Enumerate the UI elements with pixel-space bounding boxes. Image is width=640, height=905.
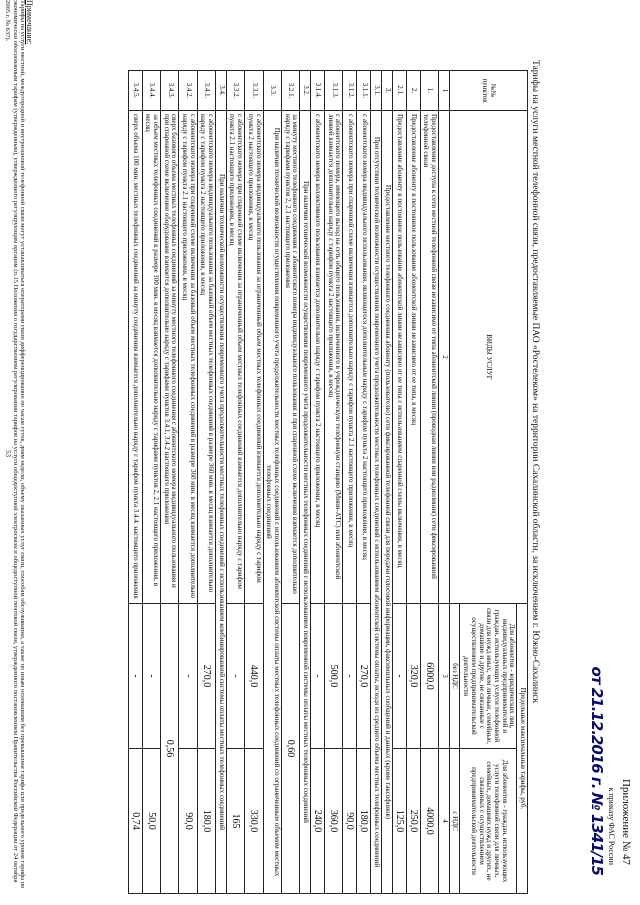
table-row xyxy=(371,71,382,894)
table-row xyxy=(311,71,325,894)
table-row xyxy=(216,71,227,894)
tariff-value-citizens: 90,0 xyxy=(343,749,357,894)
tariff-value-legal: - xyxy=(142,604,160,749)
column-number: 3 xyxy=(439,604,450,749)
table-row xyxy=(357,71,371,894)
table-row xyxy=(263,71,281,894)
row-number: 3.4.3. xyxy=(161,71,179,111)
section-heading: При наличии технической возможности осуществления повременного учета продолжительности местных телефонных соединений с использованием абонентской системы оплаты местных телефонных соединений со ограниченным объемом местных телефонных соединений xyxy=(263,111,281,894)
row-number: 3.1.2. xyxy=(343,71,357,111)
note-text: Тарифы на услуги местной, междугородной и внутризоновой телефонной связи могут устанавливаться операторами связи дифференцированно по часам суток, дням недели, объему оказанных услуг связи, способам обслуживания, а также по иным основаниям без превышения тарифа или предельного уровня тарифа по экономически обоснованным тарифам (утвержденным), утвержденного регулирующим органом (п.15 Положения о государственном регулировании тарифов на услуги общедоступной электросвязи и общедоступной почтовой связи, утвержденного постановлением Правительства Российской Федерации от 24 октября 2005 г. № 637). xyxy=(4,0,26,889)
table-row xyxy=(179,71,197,894)
row-number: 3. xyxy=(382,71,393,111)
section-heading: При наличии технической возможности осуществления повременного учета продолжительности местных телефонных соединений с использованием повременной системы оплаты местных телефонных соединений xyxy=(300,111,311,894)
row-number: 3.1.3. xyxy=(325,71,343,111)
row-number: 3.2. xyxy=(300,71,311,111)
tariff-value-citizens: 0,74 xyxy=(128,749,142,894)
table-row xyxy=(197,71,215,894)
row-number: 2.1. xyxy=(392,71,406,111)
order-reference: к приказу ФАС России xyxy=(607,787,616,865)
table-row xyxy=(406,71,420,894)
tariff-value-citizens: 125,0 xyxy=(392,749,406,894)
tariff-value-legal: - xyxy=(311,604,325,749)
table-row xyxy=(392,71,406,894)
tariff-value-legal: - xyxy=(343,604,357,749)
table-row xyxy=(281,71,299,894)
column-number: 1 xyxy=(439,71,450,111)
row-number: 2. xyxy=(406,71,420,111)
row-number: 3.2.1. xyxy=(281,71,299,111)
table-row xyxy=(142,71,160,894)
tariff-value-citizens: 90,0 xyxy=(179,749,197,894)
row-number: 3.4. xyxy=(216,71,227,111)
note-title: Примечание: xyxy=(25,0,34,45)
table-row xyxy=(343,71,357,894)
row-number: 3.4.5. xyxy=(128,71,142,111)
service-description: с абонентского номера индивидуального пользования за базовый объем местных телефонных соединений в размере 360 мин. в месяц взимается дополнительно наряду с тарифом пункта 2 настоящего приложения, в месяц xyxy=(197,111,215,604)
table-row xyxy=(382,71,393,894)
service-description: с абонентского номера коллективного пользования взимается дополнительно наряду с тарифом пункта 2 настоящего приложения, в месяц xyxy=(311,111,325,604)
row-number: 3.3.2. xyxy=(226,71,244,111)
section-heading: При наличии технической возможности осуществления повременного учета продолжительности местных телефонных соединений с использованием комбинированной системы оплаты местных телефонных соединений xyxy=(216,111,227,894)
row-number: 3.1. xyxy=(371,71,382,111)
service-description: Предоставление доступа к сети местной телефонной связи независимо от типа абонентской линии (проводная линия или радиолиния) сети фиксированной телефонной связи xyxy=(420,111,438,604)
row-number: 3.3.1. xyxy=(245,71,263,111)
tariff-value-citizens: 240,0 xyxy=(311,749,325,894)
service-description: с абонентского номера при спаренной схеме включения за базовый объем местных телефонных соединений в размере 360 мин. в месяц взимается дополнительно наряду с тарифом пункта 2.1 настоящего приложения, в месяц xyxy=(179,111,197,604)
header-tariffs: Предельные максимальные тарифы, руб. xyxy=(517,604,528,894)
row-number: 3.4.2. xyxy=(179,71,197,111)
column-number: 4 xyxy=(439,749,450,894)
column-number: 2 xyxy=(439,111,450,604)
tariff-value-legal: 6000,0 xyxy=(420,604,438,749)
handwritten-order-date: от 21.12.2016 г. № 1341/15 xyxy=(588,666,606,875)
table-row xyxy=(420,71,438,894)
column-number-row xyxy=(439,71,450,894)
row-number: 3.1.4. xyxy=(311,71,325,111)
service-description: с абонентского номера индивидуального использования, являющегося дополнительным наряду с тарифом пункта 2 настоящего приложения, в месяц xyxy=(357,111,371,604)
service-description: за минуту местного телефонного соединения с абонентского номера индивидуального пользования и при спаренной схеме включения взимается дополнительно наряду с тарифами пунктов 2, 2.1 настоящего приложения xyxy=(281,111,299,604)
document-title: Тарифы на услуги местной телефонной связи, предоставляемые ПАО «Ростелеком» на территории Сахалинской области, за исключением г. Южно-Сахалинск xyxy=(530,60,540,704)
header-citizens: Для абонентов - граждан, использующих услуги телефонной связи для личных, семейных, домашних нужд и других, не связанных с осуществлением предпринимательской деятельности xyxy=(460,749,517,894)
tariff-value-citizens: 250,0 xyxy=(406,749,420,894)
appendix-number: Приложение № 47 xyxy=(620,778,632,865)
tariff-value-legal: 270,0 xyxy=(197,604,215,749)
row-number: 3.4.4. xyxy=(142,71,160,111)
section-heading: Предоставление местного телефонного соединения абоненту (пользователю) сети фиксированной телефонной связи для передачи голосовой информации, факсимильных сообщений и данных (кроме таксофонов) xyxy=(382,111,393,894)
table-row xyxy=(325,71,343,894)
service-description: за объем местных телефонных соединений в размере 100 мин. в месяц взимается дополнительно наряду с тарифами пунктов 2, 2.1 настоящего приложения, в месяц xyxy=(142,111,160,604)
row-number: 3.1.1. xyxy=(357,71,371,111)
service-description: сверх объема 100 мин. местных телефонных соединений за минуту соединения взимается дополнительно наряду с тарифом пункта 3.4.4. настоящего приложения xyxy=(128,111,142,604)
tariff-value-citizens: 165 xyxy=(226,749,244,894)
header-with-vat: с НДС xyxy=(449,749,460,894)
service-description: Предоставление абоненту в постоянное пользование абонентской линии независимо от ее типа с использованием спаренной схемы включения, в месяц xyxy=(392,111,406,604)
tariff-value-legal: 320,0 xyxy=(406,604,420,749)
tariff-value-legal: 500,0 xyxy=(325,604,343,749)
page-number: 53 xyxy=(4,450,12,457)
tariff-value-merged: 0,56 xyxy=(161,604,179,894)
row-number: 1. xyxy=(420,71,438,111)
header-without-vat: без НДС xyxy=(449,604,460,749)
header-service-type: ВИДЫ УСЛУГ xyxy=(449,111,527,604)
service-description: сверх базового объема местных телефонных соединений за минуту местного телефонного соединения с абонентского номера индивидуального пользования и при спаренной схеме включения оборудования взимается дополнительно наряду с тарифами пунктов 3.4.1, 3.4.2 настоящего приложения xyxy=(161,111,179,604)
table-row xyxy=(245,71,263,894)
table-row xyxy=(161,71,179,894)
service-description: с абонентского номера при спаренной схеме включения за ограниченный объем местных телефонных соединений взимается дополнительно наряду с тарифом пункта 2.1 настоящего приложения, в месяц xyxy=(226,111,244,604)
tariff-table xyxy=(128,70,528,894)
service-description: с абонентского номера, имеющего выход на сеть общего пользования, включенного в учрежденческую телефонную станцию (Мини-АТС) или абонентской линией взимается дополнительно наряду с тарифом пункта 2 настоящего приложения, в месяц xyxy=(325,111,343,604)
tariff-value-citizens: 330,0 xyxy=(245,749,263,894)
tariff-value-legal: - xyxy=(392,604,406,749)
tariff-value-citizens: 360,0 xyxy=(325,749,343,894)
tariff-value-legal: 440,0 xyxy=(245,604,263,749)
service-description: с абонентского номера индивидуального пользования за ограниченный объем местных телефонных соединений взимается дополнительно наряду с тарифом пункта 2 настоящего приложения, в месяц xyxy=(245,111,263,604)
tariff-rows xyxy=(128,71,439,894)
tariff-value-citizens: 180,0 xyxy=(357,749,371,894)
service-description: Предоставление абоненту в постоянное пользование абонентской линии независимо от ее типа, в месяц xyxy=(406,111,420,604)
section-heading: При отсутствии технической возможности осуществления повременного учета продолжительности местных телефонных соединений с использованием абонентской системы оплаты, исходя из среднего объема местных телефонных соединений xyxy=(371,111,382,894)
tariff-value-legal: 270,0 xyxy=(357,604,371,749)
header-item-number: №№ пунктов xyxy=(449,71,527,111)
row-number: 3.4.1. xyxy=(197,71,215,111)
service-description: с абонентского номера при спаренной схеме включения взимается дополнительно наряду с тарифом пункта 2.1 настоящего приложения, в месяц xyxy=(343,111,357,604)
tariff-value-legal: - xyxy=(226,604,244,749)
row-number: 3.3. xyxy=(263,71,281,111)
table-row xyxy=(128,71,142,894)
tariff-value-citizens: 180,0 xyxy=(197,749,215,894)
table-row xyxy=(300,71,311,894)
header-row-1 xyxy=(517,71,528,894)
tariff-value-citizens: 4000,0 xyxy=(420,749,438,894)
tariff-value-merged: 0,60 xyxy=(281,604,299,894)
tariff-value-legal: - xyxy=(128,604,142,749)
table-row xyxy=(226,71,244,894)
tariff-value-citizens: 50,0 xyxy=(142,749,160,894)
header-legal-entities: Для абонентов - юридических лиц, индивидуальных предпринимателей и граждан, использующих услуги телефонной связи для нужд иных, чем личные, семейные, домашние и другие, не связанные с осуществлением предпринимательской деятельности xyxy=(460,604,517,749)
tariff-value-legal: - xyxy=(179,604,197,749)
